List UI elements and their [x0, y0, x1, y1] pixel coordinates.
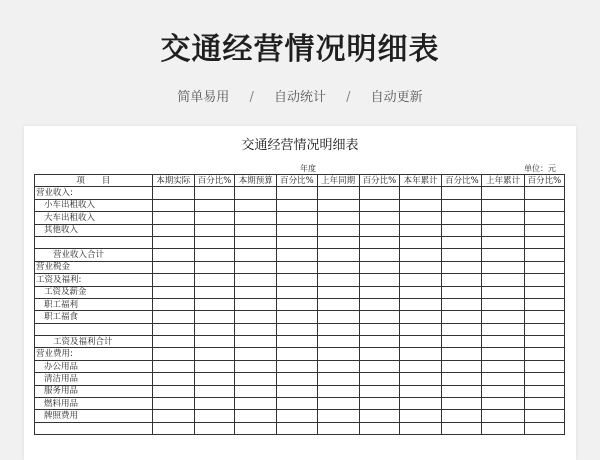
value-cell[interactable] — [359, 286, 399, 298]
row-label-cell[interactable]: 其他收入 — [35, 224, 153, 236]
tag-separator: / — [346, 90, 351, 105]
value-cell[interactable] — [152, 249, 194, 261]
column-header: 本年累计 — [400, 175, 442, 187]
row-label-cell[interactable]: 办公用品 — [35, 360, 153, 372]
value-cell[interactable] — [277, 212, 317, 224]
value-cell[interactable] — [277, 385, 317, 397]
value-cell[interactable] — [317, 385, 359, 397]
value-cell[interactable] — [482, 348, 524, 360]
table-row — [35, 398, 565, 410]
value-cell[interactable] — [317, 298, 359, 310]
value-cell[interactable] — [277, 398, 317, 410]
value-cell[interactable] — [235, 422, 277, 434]
row-label-cell[interactable]: 职工福食 — [35, 311, 153, 323]
value-cell[interactable] — [194, 385, 234, 397]
feature-tag: 简单易用 — [177, 90, 230, 105]
value-cell[interactable] — [442, 336, 482, 348]
value-cell[interactable] — [359, 224, 399, 236]
value-cell[interactable] — [482, 336, 524, 348]
value-cell[interactable] — [359, 311, 399, 323]
column-header: 项 目 — [35, 175, 153, 187]
column-header: 上年同期 — [317, 175, 359, 187]
value-cell[interactable] — [400, 385, 442, 397]
value-cell[interactable] — [442, 410, 482, 422]
value-cell[interactable] — [152, 385, 194, 397]
value-cell[interactable] — [152, 212, 194, 224]
value-cell[interactable] — [482, 385, 524, 397]
value-cell[interactable] — [152, 410, 194, 422]
value-cell[interactable] — [194, 274, 234, 286]
value-cell[interactable] — [442, 298, 482, 310]
value-cell[interactable] — [400, 199, 442, 211]
value-cell[interactable] — [194, 336, 234, 348]
value-cell[interactable] — [194, 298, 234, 310]
value-cell[interactable] — [359, 348, 399, 360]
value-cell[interactable] — [359, 212, 399, 224]
value-cell[interactable] — [317, 274, 359, 286]
value-cell[interactable] — [277, 348, 317, 360]
value-cell[interactable] — [152, 187, 194, 199]
value-cell[interactable] — [442, 274, 482, 286]
value-cell[interactable] — [442, 286, 482, 298]
value-cell[interactable] — [277, 323, 317, 335]
value-cell[interactable] — [359, 422, 399, 434]
value-cell[interactable] — [194, 261, 234, 273]
value-cell[interactable] — [194, 187, 234, 199]
value-cell[interactable] — [152, 298, 194, 310]
value-cell[interactable] — [400, 422, 442, 434]
value-cell[interactable] — [317, 348, 359, 360]
value-cell[interactable] — [400, 298, 442, 310]
table-header-row — [35, 175, 565, 187]
row-label-cell[interactable]: 大车出租收入 — [35, 212, 153, 224]
value-cell[interactable] — [482, 249, 524, 261]
value-cell[interactable] — [482, 261, 524, 273]
value-cell[interactable] — [524, 212, 564, 224]
value-cell[interactable] — [482, 360, 524, 372]
value-cell[interactable] — [317, 212, 359, 224]
table-row — [35, 261, 565, 273]
value-cell[interactable] — [235, 249, 277, 261]
table-row — [35, 286, 565, 298]
value-cell[interactable] — [194, 360, 234, 372]
row-label-cell[interactable]: 营业收入: — [35, 187, 153, 199]
value-cell[interactable] — [359, 249, 399, 261]
row-label-cell[interactable]: 牌照费用 — [35, 410, 153, 422]
table-row — [35, 323, 565, 335]
feature-tags — [0, 86, 600, 105]
row-label-cell[interactable] — [35, 236, 153, 248]
row-label-cell[interactable]: 工资及福利合计 — [35, 336, 153, 348]
value-cell[interactable] — [400, 236, 442, 248]
value-cell[interactable] — [235, 212, 277, 224]
value-cell[interactable] — [235, 224, 277, 236]
table-row — [35, 187, 565, 199]
table-row — [35, 298, 565, 310]
row-label-cell[interactable]: 营业税金 — [35, 261, 153, 273]
value-cell[interactable] — [442, 311, 482, 323]
value-cell[interactable] — [152, 224, 194, 236]
value-cell[interactable] — [482, 373, 524, 385]
value-cell[interactable] — [359, 398, 399, 410]
table-row — [35, 249, 565, 261]
value-cell[interactable] — [194, 398, 234, 410]
value-cell[interactable] — [152, 398, 194, 410]
value-cell[interactable] — [277, 336, 317, 348]
value-cell[interactable] — [359, 385, 399, 397]
value-cell[interactable] — [277, 249, 317, 261]
value-cell[interactable] — [359, 373, 399, 385]
table-row — [35, 212, 565, 224]
value-cell[interactable] — [359, 274, 399, 286]
value-cell[interactable] — [400, 360, 442, 372]
value-cell[interactable] — [400, 261, 442, 273]
value-cell[interactable] — [524, 187, 564, 199]
value-cell[interactable] — [359, 187, 399, 199]
value-cell[interactable] — [524, 336, 564, 348]
value-cell[interactable] — [277, 224, 317, 236]
row-label-cell[interactable]: 服务用品 — [35, 385, 153, 397]
value-cell[interactable] — [524, 261, 564, 273]
value-cell[interactable] — [442, 348, 482, 360]
value-cell[interactable] — [524, 298, 564, 310]
value-cell[interactable] — [277, 373, 317, 385]
column-header: 百分比% — [524, 175, 564, 187]
value-cell[interactable] — [442, 373, 482, 385]
value-cell[interactable] — [524, 311, 564, 323]
value-cell[interactable] — [524, 398, 564, 410]
value-cell[interactable] — [400, 212, 442, 224]
value-cell[interactable] — [524, 286, 564, 298]
table-row — [35, 360, 565, 372]
value-cell[interactable] — [482, 422, 524, 434]
value-cell[interactable] — [235, 274, 277, 286]
value-cell[interactable] — [317, 286, 359, 298]
feature-tag: 自动统计 — [273, 90, 326, 105]
row-label-cell[interactable]: 小车出租收入 — [35, 199, 153, 211]
value-cell[interactable] — [400, 410, 442, 422]
value-cell[interactable] — [235, 236, 277, 248]
value-cell[interactable] — [359, 199, 399, 211]
value-cell[interactable] — [277, 311, 317, 323]
value-cell[interactable] — [524, 348, 564, 360]
value-cell[interactable] — [442, 422, 482, 434]
value-cell[interactable] — [277, 360, 317, 372]
row-label-cell[interactable]: 职工福利 — [35, 298, 153, 310]
value-cell[interactable] — [194, 410, 234, 422]
value-cell[interactable] — [482, 187, 524, 199]
value-cell[interactable] — [235, 199, 277, 211]
value-cell[interactable] — [359, 336, 399, 348]
value-cell[interactable] — [317, 187, 359, 199]
column-header: 百分比% — [194, 175, 234, 187]
column-header: 百分比% — [359, 175, 399, 187]
value-cell[interactable] — [152, 261, 194, 273]
value-cell[interactable] — [442, 249, 482, 261]
value-cell[interactable] — [235, 373, 277, 385]
row-label-cell[interactable] — [35, 422, 153, 434]
value-cell[interactable] — [524, 410, 564, 422]
value-cell[interactable] — [524, 249, 564, 261]
value-cell[interactable] — [482, 398, 524, 410]
value-cell[interactable] — [194, 236, 234, 248]
value-cell[interactable] — [235, 398, 277, 410]
value-cell[interactable] — [152, 286, 194, 298]
value-cell[interactable] — [317, 311, 359, 323]
row-label-cell[interactable]: 工资及薪金 — [35, 286, 153, 298]
value-cell[interactable] — [400, 274, 442, 286]
value-cell[interactable] — [442, 187, 482, 199]
value-cell[interactable] — [235, 360, 277, 372]
period-label: 年度 — [300, 164, 316, 173]
value-cell[interactable] — [400, 311, 442, 323]
value-cell[interactable] — [235, 336, 277, 348]
table-row — [35, 311, 565, 323]
row-label-cell[interactable]: 营业费用: — [35, 348, 153, 360]
value-cell[interactable] — [442, 385, 482, 397]
value-cell[interactable] — [235, 286, 277, 298]
value-cell[interactable] — [235, 410, 277, 422]
value-cell[interactable] — [482, 311, 524, 323]
value-cell[interactable] — [524, 385, 564, 397]
value-cell[interactable] — [524, 199, 564, 211]
value-cell[interactable] — [524, 323, 564, 335]
value-cell[interactable] — [482, 236, 524, 248]
value-cell[interactable] — [482, 298, 524, 310]
value-cell[interactable] — [482, 212, 524, 224]
table-body — [35, 187, 565, 435]
table-row — [35, 385, 565, 397]
value-cell[interactable] — [194, 249, 234, 261]
value-cell[interactable] — [235, 385, 277, 397]
value-cell[interactable] — [277, 274, 317, 286]
value-cell[interactable] — [194, 323, 234, 335]
value-cell[interactable] — [277, 199, 317, 211]
value-cell[interactable] — [194, 224, 234, 236]
column-header: 本期预算 — [235, 175, 277, 187]
tag-separator: / — [249, 90, 254, 105]
table-row — [35, 336, 565, 348]
value-cell[interactable] — [152, 199, 194, 211]
value-cell[interactable] — [152, 348, 194, 360]
report-table — [34, 174, 565, 435]
value-cell[interactable] — [152, 360, 194, 372]
value-cell[interactable] — [194, 199, 234, 211]
value-cell[interactable] — [400, 373, 442, 385]
row-label-cell[interactable]: 清洁用品 — [35, 373, 153, 385]
value-cell[interactable] — [442, 261, 482, 273]
column-header: 百分比% — [277, 175, 317, 187]
value-cell[interactable] — [277, 187, 317, 199]
value-cell[interactable] — [482, 199, 524, 211]
value-cell[interactable] — [277, 261, 317, 273]
value-cell[interactable] — [482, 274, 524, 286]
value-cell[interactable] — [317, 398, 359, 410]
value-cell[interactable] — [152, 274, 194, 286]
value-cell[interactable] — [482, 410, 524, 422]
value-cell[interactable] — [400, 224, 442, 236]
value-cell[interactable] — [524, 236, 564, 248]
value-cell[interactable] — [400, 348, 442, 360]
value-cell[interactable] — [400, 249, 442, 261]
value-cell[interactable] — [442, 360, 482, 372]
row-label-cell[interactable]: 燃料用品 — [35, 398, 153, 410]
feature-tag: 自动更新 — [370, 90, 423, 105]
value-cell[interactable] — [482, 323, 524, 335]
value-cell[interactable] — [400, 323, 442, 335]
value-cell[interactable] — [194, 373, 234, 385]
value-cell[interactable] — [235, 261, 277, 273]
value-cell[interactable] — [194, 212, 234, 224]
column-header: 百分比% — [442, 175, 482, 187]
value-cell[interactable] — [235, 348, 277, 360]
page-headline: 交通经营情况明细表 — [160, 32, 440, 67]
value-cell[interactable] — [524, 224, 564, 236]
value-cell[interactable] — [235, 187, 277, 199]
value-cell[interactable] — [194, 348, 234, 360]
value-cell[interactable] — [317, 336, 359, 348]
value-cell[interactable] — [442, 236, 482, 248]
value-cell[interactable] — [317, 199, 359, 211]
value-cell[interactable] — [359, 298, 399, 310]
value-cell[interactable] — [524, 360, 564, 372]
value-cell[interactable] — [359, 323, 399, 335]
value-cell[interactable] — [317, 249, 359, 261]
value-cell[interactable] — [235, 298, 277, 310]
value-cell[interactable] — [359, 236, 399, 248]
column-header: 本期实际 — [152, 175, 194, 187]
value-cell[interactable] — [277, 298, 317, 310]
value-cell[interactable] — [152, 236, 194, 248]
unit-label: 单位：元 — [524, 164, 556, 173]
table-row — [35, 373, 565, 385]
value-cell[interactable] — [400, 286, 442, 298]
value-cell[interactable] — [317, 360, 359, 372]
value-cell[interactable] — [359, 360, 399, 372]
value-cell[interactable] — [400, 336, 442, 348]
table-row — [35, 236, 565, 248]
table-row — [35, 274, 565, 286]
value-cell[interactable] — [524, 422, 564, 434]
value-cell[interactable] — [524, 373, 564, 385]
value-cell[interactable] — [400, 398, 442, 410]
column-header: 上年累计 — [482, 175, 524, 187]
value-cell[interactable] — [235, 323, 277, 335]
value-cell[interactable] — [152, 323, 194, 335]
value-cell[interactable] — [317, 422, 359, 434]
value-cell[interactable] — [152, 311, 194, 323]
value-cell[interactable] — [359, 410, 399, 422]
value-cell[interactable] — [317, 224, 359, 236]
value-cell[interactable] — [194, 311, 234, 323]
value-cell[interactable] — [482, 286, 524, 298]
value-cell[interactable] — [277, 286, 317, 298]
value-cell[interactable] — [152, 422, 194, 434]
value-cell[interactable] — [442, 323, 482, 335]
value-cell[interactable] — [482, 224, 524, 236]
sheet-title: 交通经营情况明细表 — [241, 138, 359, 153]
value-cell[interactable] — [317, 261, 359, 273]
row-label-cell[interactable] — [35, 323, 153, 335]
table-row — [35, 410, 565, 422]
value-cell[interactable] — [359, 261, 399, 273]
value-cell[interactable] — [442, 199, 482, 211]
value-cell[interactable] — [277, 422, 317, 434]
value-cell[interactable] — [400, 187, 442, 199]
value-cell[interactable] — [317, 323, 359, 335]
value-cell[interactable] — [152, 373, 194, 385]
value-cell[interactable] — [317, 373, 359, 385]
row-label-cell[interactable]: 营业收入合计 — [35, 249, 153, 261]
value-cell[interactable] — [442, 398, 482, 410]
value-cell[interactable] — [442, 212, 482, 224]
value-cell[interactable] — [277, 236, 317, 248]
value-cell[interactable] — [194, 286, 234, 298]
value-cell[interactable] — [152, 336, 194, 348]
table-row — [35, 422, 565, 434]
spreadsheet-preview — [24, 126, 576, 460]
value-cell[interactable] — [524, 274, 564, 286]
value-cell[interactable] — [194, 422, 234, 434]
table-row — [35, 199, 565, 211]
value-cell[interactable] — [235, 311, 277, 323]
value-cell[interactable] — [442, 224, 482, 236]
value-cell[interactable] — [317, 236, 359, 248]
value-cell[interactable] — [317, 410, 359, 422]
row-label-cell[interactable]: 工资及福利: — [35, 274, 153, 286]
table-row — [35, 224, 565, 236]
value-cell[interactable] — [277, 410, 317, 422]
table-row — [35, 348, 565, 360]
